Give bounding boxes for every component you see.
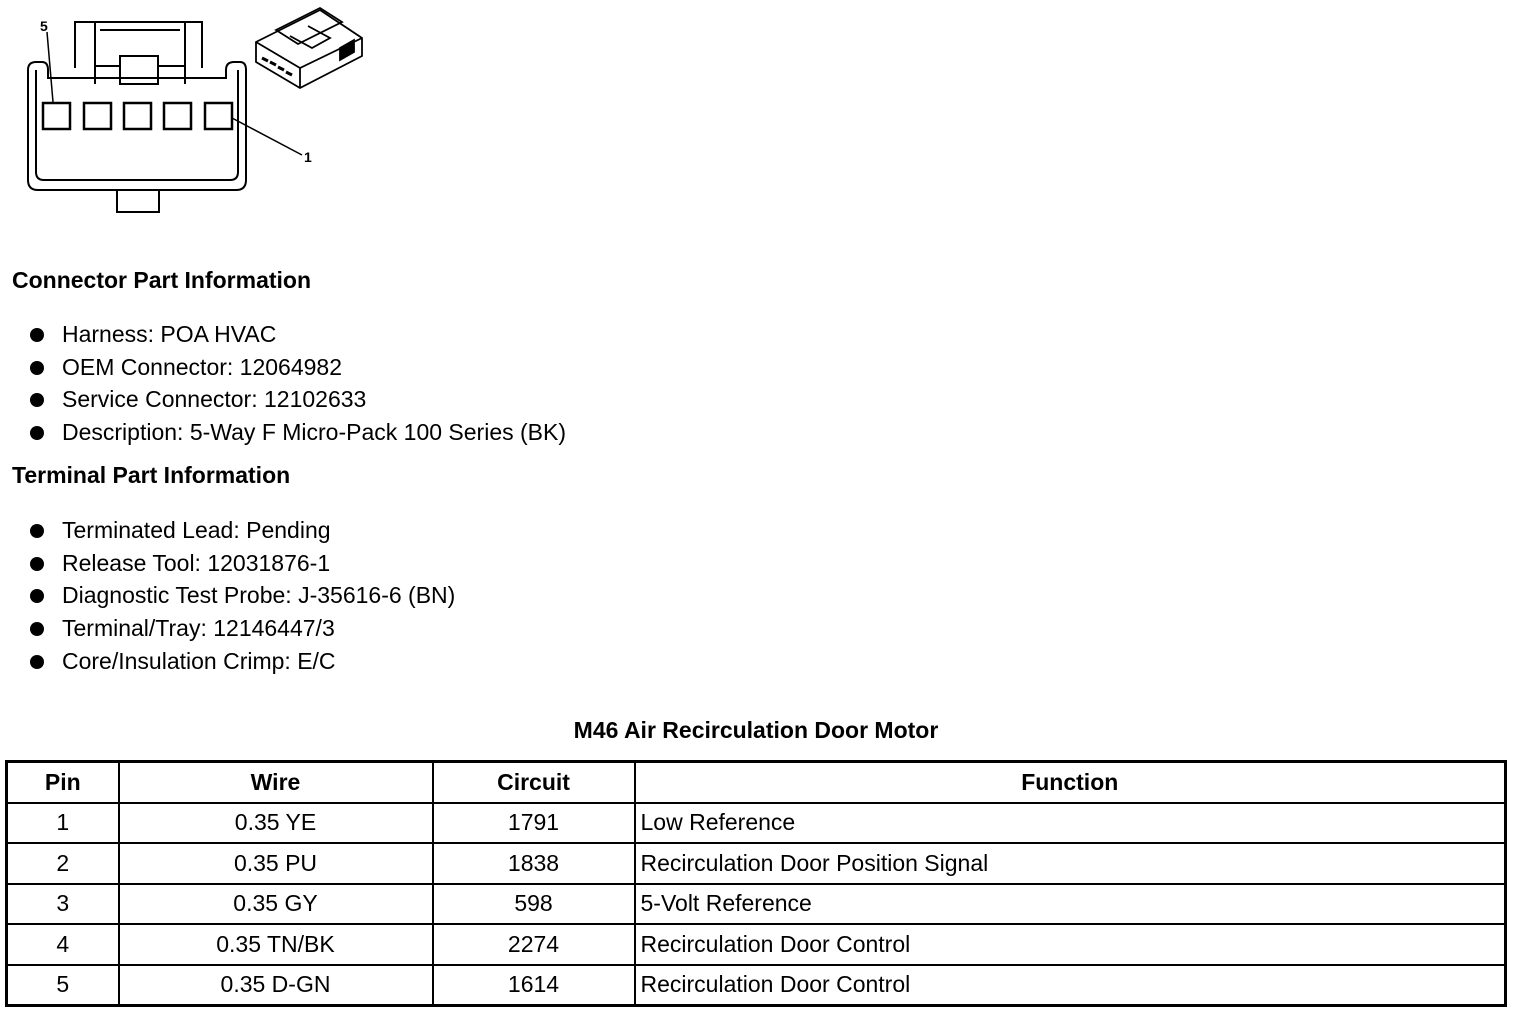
bullet-icon: [30, 622, 44, 636]
table-row: [7, 803, 1506, 844]
cell-circuit: 598: [433, 884, 635, 925]
cell-pin: 1: [7, 803, 119, 844]
list-item: Diagnostic Test Probe: J-35616-6 (BN): [30, 579, 455, 612]
pin-cavities: [43, 103, 232, 129]
header-wire: Wire: [119, 762, 433, 803]
cell-circuit: 1791: [433, 803, 635, 844]
connector-diagram: [0, 0, 380, 220]
bullet-icon: [30, 589, 44, 603]
table-title: M46 Air Recirculation Door Motor: [573, 717, 939, 743]
cell-circuit: 1838: [433, 843, 635, 884]
cell-circuit: 1614: [433, 965, 635, 1006]
header-function: Function: [635, 762, 1506, 803]
cell-function: Recirculation Door Control: [635, 965, 1506, 1006]
list-item: Terminated Lead: Pending: [30, 514, 455, 547]
table-row: [7, 924, 1506, 965]
cell-wire: 0.35 YE: [119, 803, 433, 844]
list-item: OEM Connector: 12064982: [30, 351, 566, 384]
cell-function: 5-Volt Reference: [635, 884, 1506, 925]
cell-wire: 0.35 PU: [119, 843, 433, 884]
cell-pin: 3: [7, 884, 119, 925]
list-item: Core/Insulation Crimp: E/C: [30, 645, 455, 678]
cell-circuit: 2274: [433, 924, 635, 965]
list-item: Service Connector: 12102633: [30, 383, 566, 416]
cell-function: Low Reference: [635, 803, 1506, 844]
pin-5-label: 5: [40, 18, 48, 34]
cell-wire: 0.35 D-GN: [119, 965, 433, 1006]
list-item: Description: 5-Way F Micro-Pack 100 Series (BK): [30, 416, 566, 449]
table-row: [7, 965, 1506, 1006]
bullet-icon: [30, 524, 44, 538]
header-circuit: Circuit: [433, 762, 635, 803]
table-row: [7, 843, 1506, 884]
pin-table: [5, 760, 1507, 1007]
terminal-section-title: Terminal Part Information: [12, 462, 291, 488]
list-item: Release Tool: 12031876-1: [30, 547, 455, 580]
connector-iso-sketch: [256, 8, 362, 88]
connector-info-list: [30, 318, 566, 449]
bullet-icon: [30, 426, 44, 440]
cell-function: Recirculation Door Position Signal: [635, 843, 1506, 884]
bullet-icon: [30, 557, 44, 571]
bullet-icon: [30, 328, 44, 342]
cell-wire: 0.35 TN/BK: [119, 924, 433, 965]
bullet-icon: [30, 361, 44, 375]
table-row: [7, 884, 1506, 925]
list-item: Terminal/Tray: 12146447/3: [30, 612, 455, 645]
connector-section-title: Connector Part Information: [12, 267, 312, 293]
cell-function: Recirculation Door Control: [635, 924, 1506, 965]
table-header-row: [7, 762, 1506, 803]
cell-pin: 4: [7, 924, 119, 965]
pin-1-label: 1: [304, 149, 312, 165]
cell-pin: 5: [7, 965, 119, 1006]
header-pin: Pin: [7, 762, 119, 803]
cell-wire: 0.35 GY: [119, 884, 433, 925]
list-item: Harness: POA HVAC: [30, 318, 566, 351]
terminal-info-list: [30, 514, 455, 677]
bullet-icon: [30, 393, 44, 407]
bullet-icon: [30, 655, 44, 669]
cell-pin: 2: [7, 843, 119, 884]
